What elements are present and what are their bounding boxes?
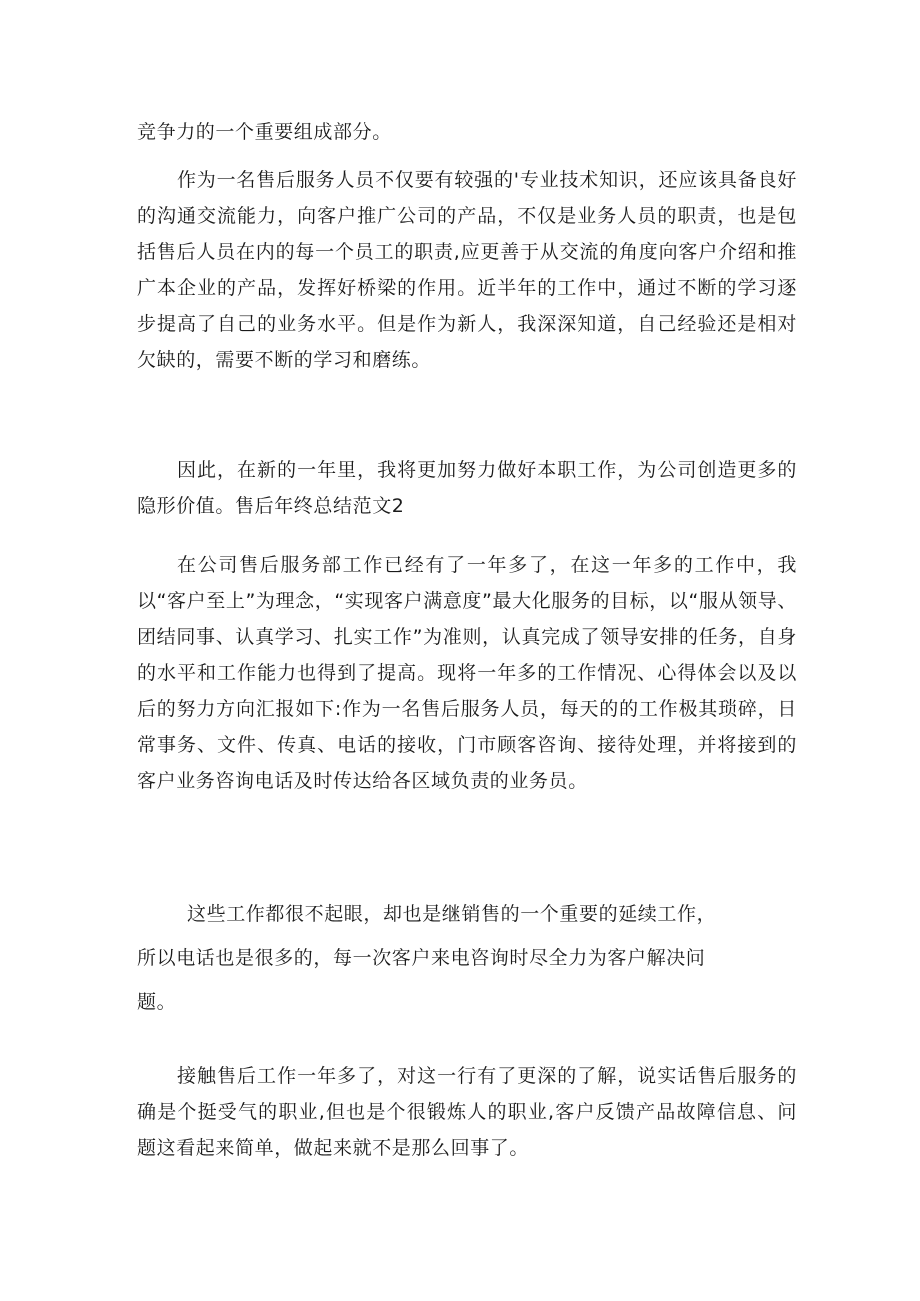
paragraph-new-year: 因此，在新的一年里，我将更加努力做好本职工作，为公司创造更多的隐形价值。售后年终总结范文2 bbox=[137, 459, 797, 517]
phone-work-line-2: 所以电话也是很多的，每一次客户来电咨询时尽全力为客户解决问 bbox=[137, 947, 706, 969]
paragraph-continuation: 竞争力的一个重要组成部分。 bbox=[137, 121, 392, 143]
paragraph-experience: 接触售后工作一年多了，对这一行有了更深的了解，说实话售后服务的确是个挺受气的职业,但也是个很锻炼人的职业,客户反馈产品故障信息、问题这看起来简单，做起来就不是那么回事了。 bbox=[137, 1065, 797, 1159]
paragraph-skills: 作为一名售后服务人员不仅要有较强的'专业技术知识，还应该具备良好的沟通交流能力，向客户推广公司的产品，不仅是业务人员的职责，也是包括售后人员在内的每一个员工的职责,应更善于从交流的角度向客户介绍和推广本企业的产品，发挥好桥梁的作用。近半年的工作中，通过不断的学习逐步提高了自己的业务水平。但是作为新人，我深深知道，自己经验还是相对欠缺的，需要不断的学习和磨练。 bbox=[137, 169, 797, 371]
phone-work-line-3: 题。 bbox=[137, 991, 177, 1013]
paragraph-phone-work bbox=[137, 892, 797, 1024]
phone-work-line-1: 这些工作都很不起眼，却也是继销售的一个重要的延续工作， bbox=[187, 903, 717, 925]
paragraph-service-work: 在公司售后服务部工作已经有了一年多了，在这一年多的工作中，我以“客户至上”为理念，“实现客户满意度”最大化服务的目标，以“服从领导、团结同事、认真学习、扎实工作”为准则，认真完成了领导安排的任务，自身的水平和工作能力也得到了提高。现将一年多的工作情况、心得体会以及以后的努力方向汇报如下:作为一名售后服务人员，每天的的工作极其琐碎，日常事务、文件、传真、电话的接收，门市顾客咨询、接待处理，并将接到的客户业务咨询电话及时传达给各区域负责的业务员。 bbox=[137, 554, 797, 792]
